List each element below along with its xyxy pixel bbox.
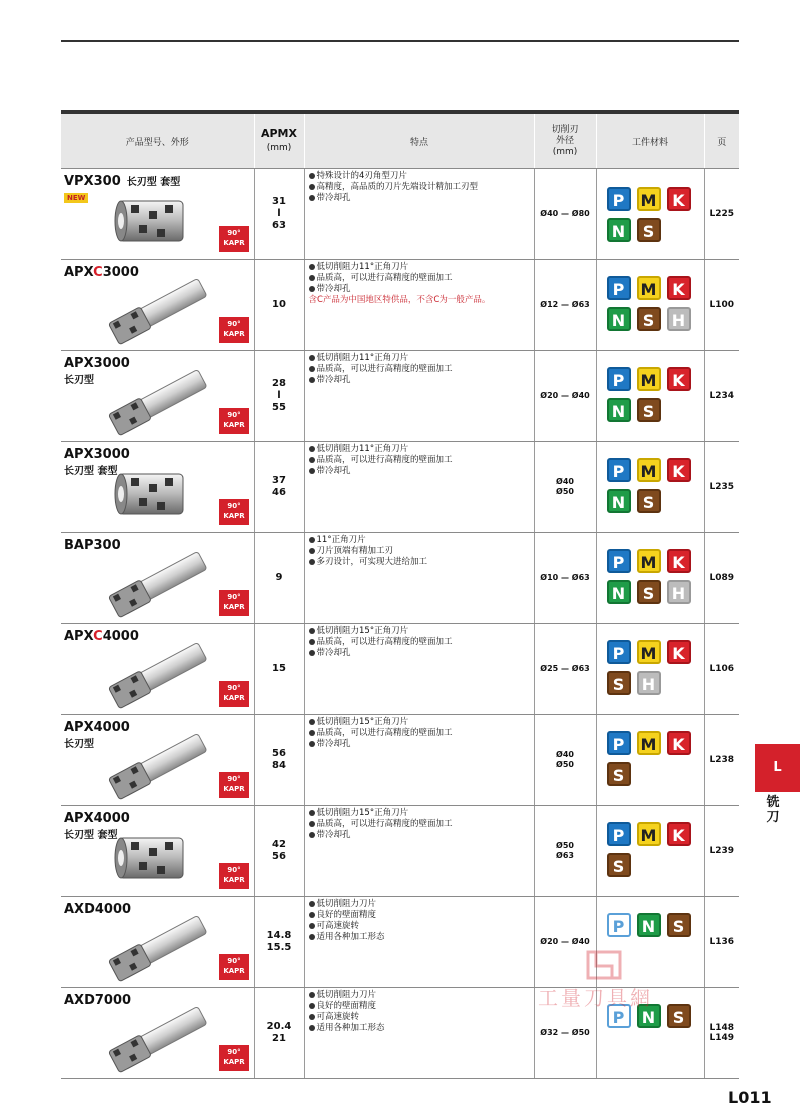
material-badge-n: N: [637, 1004, 661, 1028]
diameter-range: Ø40 Ø50: [534, 442, 596, 533]
material-badge-k: K: [667, 187, 691, 211]
diameter-range: Ø20 — Ø40: [534, 351, 596, 442]
material-badge-s: S: [637, 580, 661, 604]
watermark-logo: 工量刀具網: [538, 948, 688, 1008]
tool-illustration: [101, 278, 211, 352]
apmx-value: 10: [254, 260, 304, 351]
page-reference[interactable]: L100: [704, 260, 739, 351]
material-badge-s: S: [637, 218, 661, 242]
feature-item: 适用各种加工形态: [309, 1023, 534, 1034]
bullet-icon: [309, 173, 315, 179]
material-badge-m: M: [637, 640, 661, 664]
product-name: APX3000: [64, 447, 130, 462]
product-cell: [61, 806, 254, 897]
header-product: 产品型号、外形: [61, 112, 254, 169]
material-badge-p: P: [607, 913, 631, 937]
material-badge-k: K: [667, 276, 691, 300]
bullet-icon: [309, 1025, 315, 1031]
bullet-icon: [309, 468, 315, 474]
feature-item: 低切削阻力15°正角刀片: [309, 717, 534, 728]
apmx-value: 20.4 21: [254, 988, 304, 1079]
tool-image: [101, 551, 211, 621]
features-cell: [304, 715, 534, 806]
feature-item: 品质高，可以进行高精度的壁面加工: [309, 273, 534, 284]
diameter-range: Ø12 — Ø63: [534, 260, 596, 351]
feature-item: 低切削阻力15°正角刀片: [309, 808, 534, 819]
apmx-value: 37 46: [254, 442, 304, 533]
tool-illustration: [101, 551, 211, 625]
product-name: VPX300 长刃型 套型: [64, 174, 181, 189]
product-subtype: 长刃型 套型: [64, 466, 118, 477]
product-subtype: 长刃型: [64, 375, 94, 386]
feature-item: 低切削阻力11°正角刀片: [309, 262, 534, 273]
product-cell: [61, 442, 254, 533]
product-name: AXD7000: [64, 993, 132, 1008]
kapr-badge: 90° KAPR: [219, 226, 249, 252]
kapr-badge: 90° KAPR: [219, 590, 249, 616]
apmx-value: 42 56: [254, 806, 304, 897]
tool-illustration: [111, 191, 191, 255]
bullet-icon: [309, 912, 315, 918]
kapr-badge: 90° KAPR: [219, 681, 249, 707]
kapr-badge: 90° KAPR: [219, 408, 249, 434]
material-badge-m: M: [637, 549, 661, 573]
features-cell: [304, 533, 534, 624]
material-badge-p: P: [607, 640, 631, 664]
apmx-value: 9: [254, 533, 304, 624]
tool-image: [111, 828, 191, 888]
feature-item: 低切削阻力刀片: [309, 990, 534, 1001]
tool-illustration: [111, 464, 191, 528]
feature-item: 带冷却孔: [309, 284, 534, 295]
material-cell: [596, 806, 704, 897]
material-badge-s: S: [607, 671, 631, 695]
material-badge-k: K: [667, 549, 691, 573]
product-name: APXC3000: [64, 265, 139, 280]
feature-item: 带冷却孔: [309, 375, 534, 386]
material-badge-p: P: [607, 367, 631, 391]
features-cell: [304, 442, 534, 533]
bullet-icon: [309, 286, 315, 292]
tool-image: [101, 278, 211, 348]
diameter-range: Ø50 Ø63: [534, 806, 596, 897]
page-reference[interactable]: L148 L149: [704, 988, 739, 1079]
material-badge-s: S: [667, 913, 691, 937]
material-badge-s: S: [637, 489, 661, 513]
bullet-icon: [309, 934, 315, 940]
material-badge-s: S: [667, 1004, 691, 1028]
feature-item: 带冷却孔: [309, 648, 534, 659]
tool-image: [101, 1006, 211, 1076]
bullet-icon: [309, 741, 315, 747]
bullet-icon: [309, 559, 315, 565]
product-name: BAP300: [64, 538, 121, 553]
diameter-range: Ø40 — Ø80: [534, 169, 596, 260]
feature-item: 特殊设计的4刃角型刀片: [309, 171, 534, 182]
tool-illustration: [101, 915, 211, 989]
material-badge-m: M: [637, 458, 661, 482]
material-badge-p: P: [607, 731, 631, 755]
feature-item: 带冷却孔: [309, 830, 534, 841]
features-cell: [304, 351, 534, 442]
feature-item: 可高速旋转: [309, 921, 534, 932]
material-badge-h: H: [667, 307, 691, 331]
feature-item: 高精度，高品质的刀片先端设计精加工刃型: [309, 182, 534, 193]
new-badge: NEW: [64, 193, 88, 203]
table-row: [61, 351, 739, 442]
feature-item: 良好的壁面精度: [309, 1001, 534, 1012]
material-badge-m: M: [637, 276, 661, 300]
apmx-value: 14.8 15.5: [254, 897, 304, 988]
feature-item: 带冷却孔: [309, 466, 534, 477]
bullet-icon: [309, 184, 315, 190]
header-diameter: 切削刃 外径 (mm): [534, 112, 596, 169]
table-row: [61, 806, 739, 897]
material-badge-p: P: [607, 187, 631, 211]
product-cell: [61, 897, 254, 988]
feature-item: 品质高，可以进行高精度的壁面加工: [309, 637, 534, 648]
page-reference[interactable]: L089: [704, 533, 739, 624]
material-badge-p: P: [607, 1004, 631, 1028]
table-row: [61, 169, 739, 260]
product-name: AXD4000: [64, 902, 132, 917]
diameter-range: Ø25 — Ø63: [534, 624, 596, 715]
product-cell: [61, 715, 254, 806]
material-badge-s: S: [607, 853, 631, 877]
tool-image: [101, 642, 211, 712]
tool-image: [111, 191, 191, 251]
product-name: APX4000: [64, 720, 130, 735]
feature-item: 刀片顶端有精加工刃: [309, 546, 534, 557]
table-row: [61, 260, 739, 351]
features-cell: [304, 988, 534, 1079]
bullet-icon: [309, 355, 315, 361]
product-subtype: 长刃型: [64, 739, 94, 750]
apmx-value: 28 l 55: [254, 351, 304, 442]
feature-item: 带冷却孔: [309, 739, 534, 750]
table-row: [61, 442, 739, 533]
bullet-icon: [309, 992, 315, 998]
material-badge-h: H: [637, 671, 661, 695]
material-badge-n: N: [637, 913, 661, 937]
tool-illustration: [101, 733, 211, 807]
material-badge-m: M: [637, 367, 661, 391]
page-reference[interactable]: L225: [704, 169, 739, 260]
material-badge-k: K: [667, 640, 691, 664]
feature-item: 适用各种加工形态: [309, 932, 534, 943]
page-reference[interactable]: L136: [704, 897, 739, 988]
material-cell: [596, 533, 704, 624]
page-number: L011: [728, 1088, 772, 1107]
bullet-icon: [309, 639, 315, 645]
material-badge-p: P: [607, 458, 631, 482]
diameter-range: Ø40 Ø50: [534, 715, 596, 806]
bullet-icon: [309, 195, 315, 201]
product-name: APX3000: [64, 356, 130, 371]
product-cell: [61, 351, 254, 442]
bullet-icon: [309, 901, 315, 907]
feature-item: 品质高，可以进行高精度的壁面加工: [309, 728, 534, 739]
material-cell: [596, 442, 704, 533]
material-badge-m: M: [637, 822, 661, 846]
kapr-badge: 90° KAPR: [219, 954, 249, 980]
bullet-icon: [309, 832, 315, 838]
apmx-value: 15: [254, 624, 304, 715]
product-cell: [61, 988, 254, 1079]
page-reference[interactable]: L106: [704, 624, 739, 715]
tool-illustration: [101, 642, 211, 716]
features-cell: [304, 806, 534, 897]
feature-item: 品质高，可以进行高精度的壁面加工: [309, 364, 534, 375]
material-cell: [596, 624, 704, 715]
tool-illustration: [111, 828, 191, 892]
feature-item: 低切削阻力刀片: [309, 899, 534, 910]
tool-image: [111, 464, 191, 524]
tool-illustration: [101, 369, 211, 443]
bullet-icon: [309, 377, 315, 383]
kapr-badge: 90° KAPR: [219, 499, 249, 525]
region-note: 含C产品为中国地区特供品，不含C为一般产品。: [308, 295, 491, 305]
material-badge-p: P: [607, 276, 631, 300]
features-cell: [304, 897, 534, 988]
table-header: [61, 112, 739, 169]
tool-image: [101, 369, 211, 439]
page-reference[interactable]: L238: [704, 715, 739, 806]
feature-item: 可高速旋转: [309, 1012, 534, 1023]
feature-item: 品质高，可以进行高精度的壁面加工: [309, 455, 534, 466]
material-badge-m: M: [637, 731, 661, 755]
material-badge-m: M: [637, 187, 661, 211]
material-badge-k: K: [667, 822, 691, 846]
diameter-range: Ø20 — Ø40: [534, 897, 596, 988]
tool-image: [101, 733, 211, 803]
material-badge-n: N: [607, 580, 631, 604]
bullet-icon: [309, 730, 315, 736]
table-row: [61, 533, 739, 624]
material-badge-s: S: [637, 398, 661, 422]
kapr-badge: 90° KAPR: [219, 1045, 249, 1071]
feature-item: 低切削阻力15°正角刀片: [309, 626, 534, 637]
material-badge-k: K: [667, 458, 691, 482]
tool-illustration: [101, 1006, 211, 1080]
feature-item: 低切削阻力11°正角刀片: [309, 444, 534, 455]
bullet-icon: [309, 537, 315, 543]
section-label: 铣 刀: [766, 795, 780, 825]
material-cell: [596, 715, 704, 806]
material-cell: [596, 169, 704, 260]
bullet-icon: [309, 548, 315, 554]
product-cell: [61, 533, 254, 624]
feature-item: 低切削阻力11°正角刀片: [309, 353, 534, 364]
material-badge-k: K: [667, 367, 691, 391]
material-badge-n: N: [607, 218, 631, 242]
feature-item: 品质高，可以进行高精度的壁面加工: [309, 819, 534, 830]
material-badge-n: N: [607, 489, 631, 513]
feature-item: 良好的壁面精度: [309, 910, 534, 921]
apmx-value: 31 l 63: [254, 169, 304, 260]
kapr-badge: 90° KAPR: [219, 317, 249, 343]
product-subtype: 长刃型 套型: [64, 830, 118, 841]
kapr-badge: 90° KAPR: [219, 863, 249, 889]
header-apmx: APMX (mm): [254, 112, 304, 169]
material-badge-h: H: [667, 580, 691, 604]
bullet-icon: [309, 923, 315, 929]
material-badge-s: S: [637, 307, 661, 331]
diameter-range: Ø10 — Ø63: [534, 533, 596, 624]
material-badge-p: P: [607, 822, 631, 846]
feature-item: 带冷却孔: [309, 193, 534, 204]
bullet-icon: [309, 457, 315, 463]
features-cell: [304, 624, 534, 715]
bullet-icon: [309, 719, 315, 725]
bullet-icon: [309, 1003, 315, 1009]
product-name: APXC4000: [64, 629, 139, 644]
material-cell: [596, 260, 704, 351]
features-cell: [304, 260, 534, 351]
product-cell: [61, 624, 254, 715]
bullet-icon: [309, 810, 315, 816]
product-name: APX4000: [64, 811, 130, 826]
material-cell: [596, 351, 704, 442]
product-cell: [61, 260, 254, 351]
bullet-icon: [309, 264, 315, 270]
material-badge-k: K: [667, 731, 691, 755]
table-row: [61, 624, 739, 715]
bullet-icon: [309, 650, 315, 656]
apmx-value: 56 84: [254, 715, 304, 806]
feature-item: 11°正角刀片: [309, 535, 534, 546]
bullet-icon: [309, 821, 315, 827]
feature-item: 多刃设计，可实现大进给加工: [309, 557, 534, 568]
header-features: 特点: [304, 112, 534, 169]
diameter-range: Ø32 — Ø50: [534, 988, 596, 1079]
bullet-icon: [309, 1014, 315, 1020]
top-rule: [61, 40, 739, 42]
table-row: [61, 715, 739, 806]
bullet-icon: [309, 366, 315, 372]
page-reference[interactable]: L234: [704, 351, 739, 442]
bullet-icon: [309, 446, 315, 452]
kapr-badge: 90° KAPR: [219, 772, 249, 798]
page-reference[interactable]: L235: [704, 442, 739, 533]
header-page: 页: [704, 112, 739, 169]
bullet-icon: [309, 628, 315, 634]
product-table: [61, 110, 739, 1079]
section-tab[interactable]: L: [755, 744, 800, 792]
material-badge-s: S: [607, 762, 631, 786]
product-cell: [61, 169, 254, 260]
material-badge-n: N: [607, 398, 631, 422]
bullet-icon: [309, 275, 315, 281]
page-reference[interactable]: L239: [704, 806, 739, 897]
features-cell: [304, 169, 534, 260]
material-badge-n: N: [607, 307, 631, 331]
tool-image: [101, 915, 211, 985]
material-badge-p: P: [607, 549, 631, 573]
header-material: 工件材料: [596, 112, 704, 169]
